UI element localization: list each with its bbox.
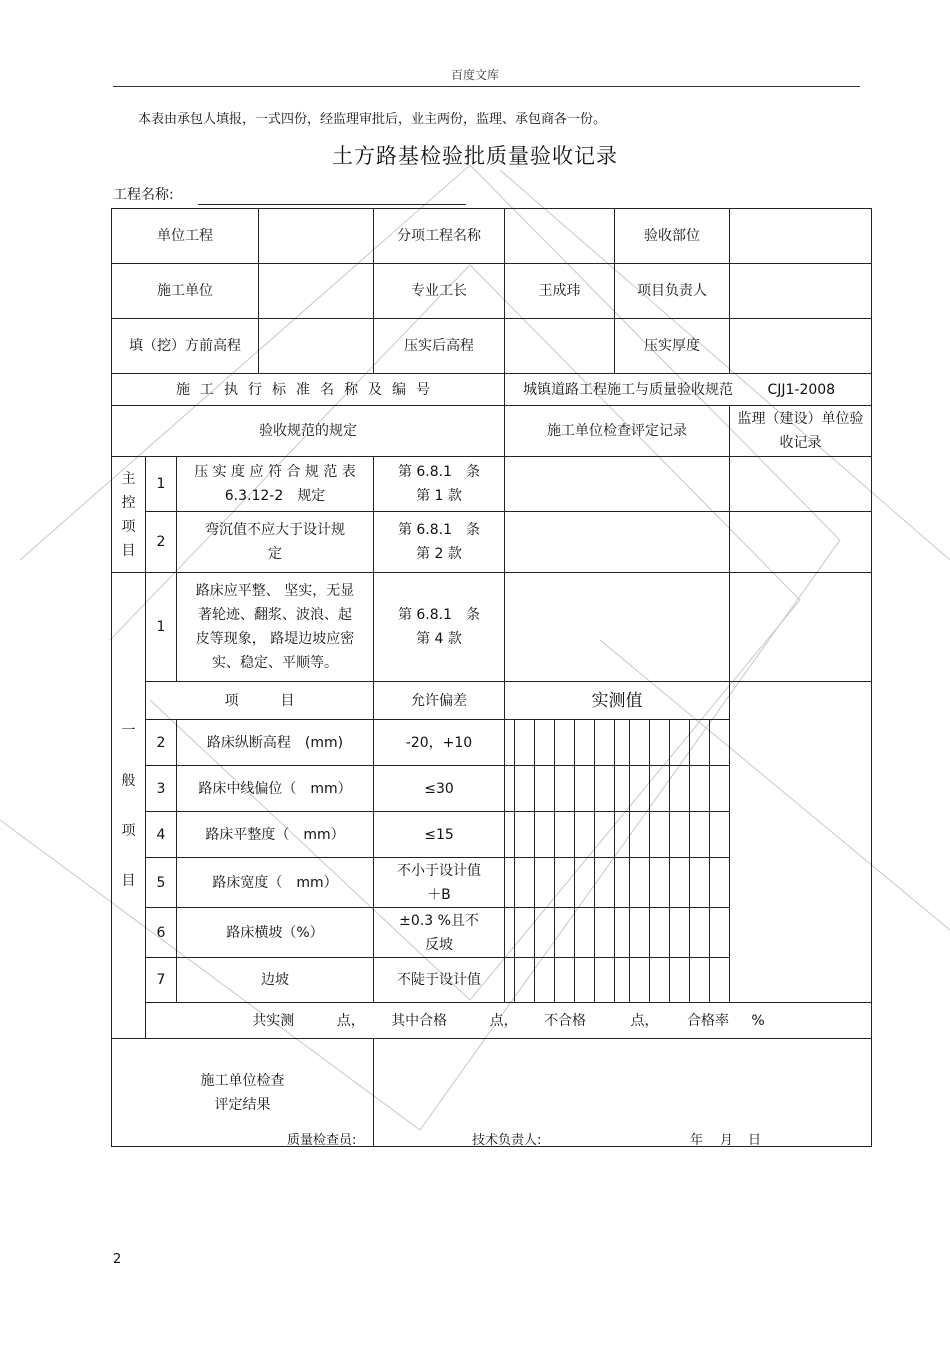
result-label: 施工单位检查 评定结果 (112, 1039, 374, 1147)
measured-cell[interactable] (515, 812, 535, 858)
measured-cell[interactable] (710, 720, 730, 766)
measured-header: 实测值 (505, 682, 730, 720)
measured-cell[interactable] (710, 958, 730, 1003)
row-no: 7 (146, 958, 177, 1003)
general-label: 一 般 项 目 (112, 573, 146, 1039)
measured-cell[interactable] (505, 908, 515, 958)
page-number: 2 (113, 1252, 122, 1267)
row-tolerance: 不陡于设计值 (374, 958, 505, 1003)
measured-cell[interactable] (690, 858, 710, 908)
row-no: 3 (146, 766, 177, 812)
unit-project-label: 单位工程 (112, 209, 259, 264)
measured-cell[interactable] (650, 812, 670, 858)
supervisor-header-line1: 监理（建设）单位验 (737, 411, 864, 427)
sub-project-name-label: 分项工程名称 (374, 209, 505, 264)
pre-elevation-value[interactable] (259, 319, 374, 374)
construction-unit-label: 施工单位 (112, 264, 259, 319)
summary-row: 共实测 点， 其中合格 点， 不合格 点， 合格率 % (146, 1003, 872, 1039)
measured-cell[interactable] (555, 720, 575, 766)
measured-cell[interactable] (630, 858, 650, 908)
measured-cell[interactable] (670, 812, 690, 858)
main-control-label: 主 控 项 目 (112, 457, 146, 573)
measured-cell[interactable] (595, 720, 615, 766)
measured-cell[interactable] (710, 858, 730, 908)
row-no: 5 (146, 858, 177, 908)
project-manager-value[interactable] (730, 264, 872, 319)
measured-cell[interactable] (690, 908, 710, 958)
project-name-field[interactable] (198, 204, 466, 205)
general-supervisor-record[interactable] (730, 682, 872, 1003)
measured-cell[interactable] (690, 720, 710, 766)
measured-cell[interactable] (595, 908, 615, 958)
supervisor-record-header (730, 406, 872, 457)
unit-project-value[interactable] (259, 209, 374, 264)
item-header: 项 目 (146, 682, 374, 720)
measured-cell[interactable] (575, 720, 595, 766)
inspector-label: 质量检查员: (287, 1133, 357, 1148)
form-note: 本表由承包人填报，一式四份，经监理审批后，业主两份，监理、承包商各一份。 (138, 112, 607, 127)
standard-name: 城镇道路工程施工与质量验收规范 (523, 381, 733, 398)
measured-cell[interactable] (535, 858, 555, 908)
row-no: 2 (146, 720, 177, 766)
measured-cell[interactable] (535, 908, 555, 958)
thickness-value[interactable] (730, 319, 872, 374)
date-month: 月 (720, 1133, 734, 1148)
standard-value (505, 374, 872, 406)
supervisor-header-line2: 收记录 (779, 435, 822, 451)
main-item-clause: 第 6.8.1 条 第 1 款 (374, 457, 505, 512)
sub-project-name-value[interactable] (505, 209, 615, 264)
measured-cell[interactable] (615, 720, 630, 766)
standard-label: 施工执行标准名称及编号 (112, 374, 505, 406)
measured-cell[interactable] (515, 720, 535, 766)
standard-code: CJJ1-2008 (767, 381, 836, 398)
row-tolerance: 不小于设计值 ＋B (374, 858, 505, 908)
measured-cell[interactable] (615, 766, 630, 812)
row-item: 路床横坡（%） (177, 908, 374, 958)
measured-cell[interactable] (595, 812, 615, 858)
measured-cell[interactable] (630, 908, 650, 958)
measured-cell[interactable] (615, 908, 630, 958)
measured-cell[interactable] (670, 858, 690, 908)
measured-cell[interactable] (555, 812, 575, 858)
row-no: 6 (146, 908, 177, 958)
general-item-spec: 路床应平整、 坚实，无显 著轮迹、翻浆、波浪、起 皮等现象， 路堤边坡应密 实、稳定、平顺等。 (177, 573, 374, 682)
measured-cell[interactable] (535, 958, 555, 1003)
row-tolerance: ≤15 (374, 812, 505, 858)
pre-elevation-label: 填（挖）方前高程 (112, 319, 259, 374)
measured-cell[interactable] (515, 958, 535, 1003)
measured-cell[interactable] (505, 858, 515, 908)
row-item: 路床纵断高程 (mm) (177, 720, 374, 766)
post-elevation-value[interactable] (505, 319, 615, 374)
measured-cell[interactable] (505, 812, 515, 858)
measured-cell[interactable] (690, 812, 710, 858)
measured-cell[interactable] (575, 958, 595, 1003)
general-item-record[interactable] (505, 573, 730, 682)
measured-cell[interactable] (615, 858, 630, 908)
measured-cell[interactable] (575, 812, 595, 858)
measured-cell[interactable] (650, 766, 670, 812)
acceptance-part-value[interactable] (730, 209, 872, 264)
project-name-label: 工程名称: (113, 187, 174, 203)
main-item-supervisor[interactable] (730, 512, 872, 573)
measured-cell[interactable] (535, 720, 555, 766)
measured-cell[interactable] (630, 812, 650, 858)
main-item-record[interactable] (505, 512, 730, 573)
measured-cell[interactable] (690, 958, 710, 1003)
construction-unit-value[interactable] (259, 264, 374, 319)
tolerance-header: 允许偏差 (374, 682, 505, 720)
main-item-no: 2 (146, 512, 177, 573)
row-tolerance: ±0.3 %且不 反坡 (374, 908, 505, 958)
measured-cell[interactable] (555, 908, 575, 958)
measured-cell[interactable] (595, 958, 615, 1003)
acceptance-part-label: 验收部位 (615, 209, 730, 264)
measured-cell[interactable] (575, 766, 595, 812)
measured-cell[interactable] (535, 766, 555, 812)
measured-cell[interactable] (630, 766, 650, 812)
measured-cell[interactable] (505, 958, 515, 1003)
measured-cell[interactable] (670, 958, 690, 1003)
row-tolerance: -20，+10 (374, 720, 505, 766)
measured-cell[interactable] (630, 720, 650, 766)
contractor-record-header: 施工单位检查评定记录 (505, 406, 730, 457)
date-year: 年 (690, 1133, 704, 1148)
page-title: 土方路基检验批质量验收记录 (332, 144, 618, 168)
general-item-no: 1 (146, 573, 177, 682)
spec-header: 验收规范的规定 (112, 406, 505, 457)
measured-cell[interactable] (670, 720, 690, 766)
measured-cell[interactable] (710, 908, 730, 958)
header-divider (113, 86, 860, 87)
measured-cell[interactable] (670, 766, 690, 812)
row-item: 路床宽度（ mm） (177, 858, 374, 908)
measured-cell[interactable] (650, 720, 670, 766)
main-item-supervisor[interactable] (730, 457, 872, 512)
measured-cell[interactable] (650, 908, 670, 958)
measured-cell[interactable] (650, 958, 670, 1003)
measured-cell[interactable] (615, 812, 630, 858)
measured-cell[interactable] (515, 908, 535, 958)
measured-cell[interactable] (505, 766, 515, 812)
measured-cell[interactable] (515, 858, 535, 908)
main-item-spec: 弯沉值不应大于设计规 定 (177, 512, 374, 573)
date-day: 日 (748, 1133, 762, 1148)
project-manager-label: 项目负责人 (615, 264, 730, 319)
row-item: 路床平整度（ mm） (177, 812, 374, 858)
main-item-no: 1 (146, 457, 177, 512)
row-no: 4 (146, 812, 177, 858)
tech-lead-label: 技术负责人: (472, 1133, 542, 1148)
measured-cell[interactable] (515, 766, 535, 812)
general-item-clause: 第 6.8.1 条 第 4 款 (374, 573, 505, 682)
measured-cell[interactable] (630, 958, 650, 1003)
measured-cell[interactable] (575, 858, 595, 908)
measured-cell[interactable] (650, 858, 670, 908)
measured-cell[interactable] (535, 812, 555, 858)
measured-cell[interactable] (505, 720, 515, 766)
foreman-label: 专业工长 (374, 264, 505, 319)
main-item-record[interactable] (505, 457, 730, 512)
measured-cell[interactable] (595, 766, 615, 812)
site-header: 百度文库 (450, 68, 499, 82)
row-item: 路床中线偏位（ mm） (177, 766, 374, 812)
main-item-clause: 第 6.8.1 条 第 2 款 (374, 512, 505, 573)
measured-cell[interactable] (690, 766, 710, 812)
measured-cell[interactable] (710, 812, 730, 858)
measured-cell[interactable] (670, 908, 690, 958)
measured-cell[interactable] (575, 908, 595, 958)
measured-cell[interactable] (595, 858, 615, 908)
measured-cell[interactable] (615, 958, 630, 1003)
result-area[interactable] (374, 1039, 872, 1147)
measured-cell[interactable] (555, 958, 575, 1003)
measured-cell[interactable] (555, 766, 575, 812)
row-tolerance: ≤30 (374, 766, 505, 812)
foreman-value[interactable]: 王成玮 (505, 264, 615, 319)
main-item-spec: 压 实 度 应 符 合 规 范 表 6.3.12-2 规定 (177, 457, 374, 512)
measured-cell[interactable] (555, 858, 575, 908)
row-item: 边坡 (177, 958, 374, 1003)
measured-cell[interactable] (710, 766, 730, 812)
thickness-label: 压实厚度 (615, 319, 730, 374)
general-item-supervisor[interactable] (730, 573, 872, 682)
post-elevation-label: 压实后高程 (374, 319, 505, 374)
inspection-table (111, 208, 872, 1147)
